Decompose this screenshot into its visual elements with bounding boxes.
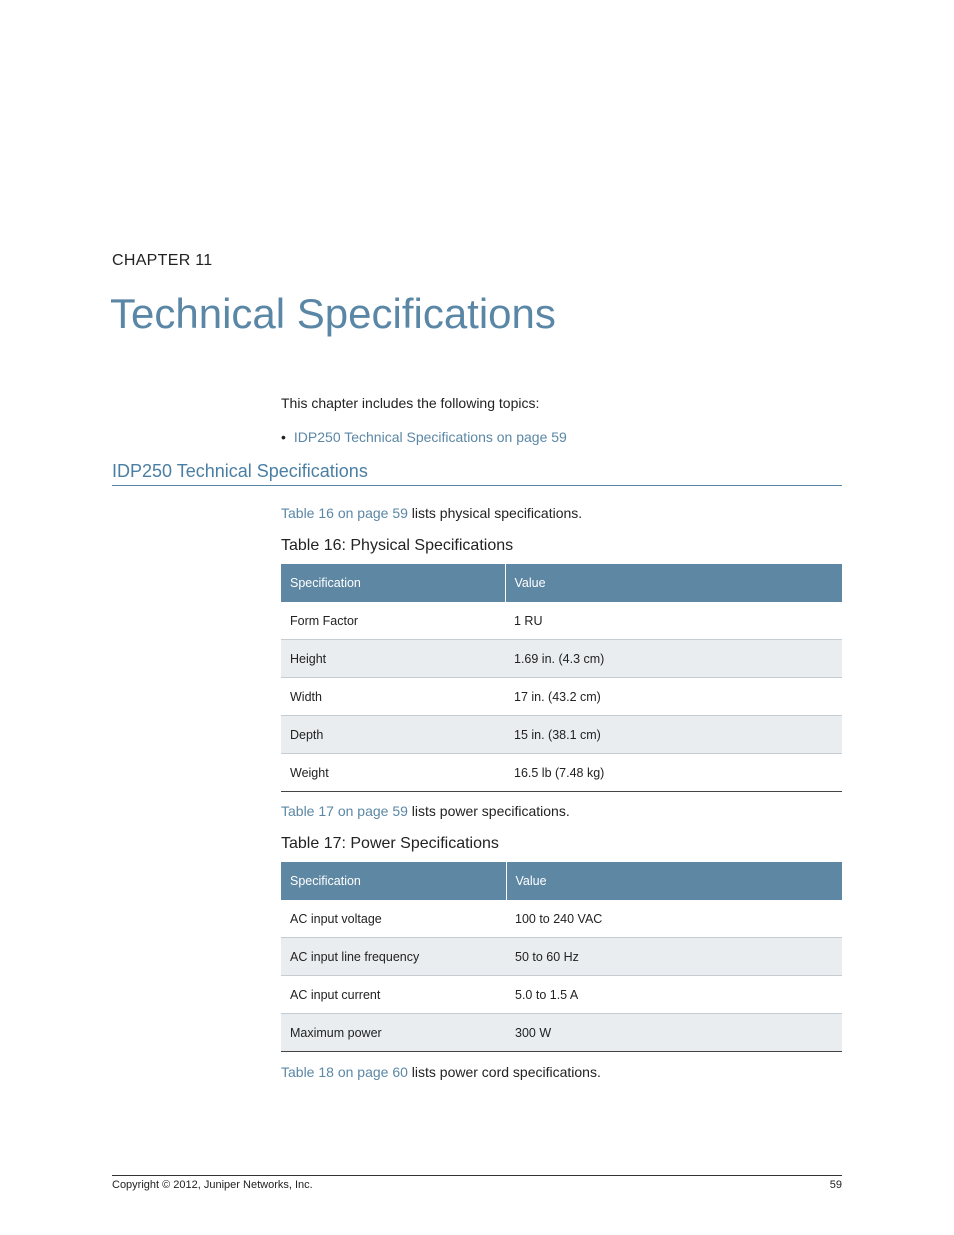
table-cell: AC input line frequency bbox=[281, 938, 506, 976]
table-row bbox=[281, 640, 842, 678]
bullet-icon: • bbox=[281, 429, 286, 445]
table-cell: AC input voltage bbox=[281, 900, 506, 938]
table-row bbox=[281, 976, 842, 1014]
table-cell: 5.0 to 1.5 A bbox=[506, 976, 842, 1014]
chapter-label: CHAPTER 11 bbox=[112, 252, 213, 269]
table-row bbox=[281, 938, 842, 976]
power-specifications-table bbox=[281, 862, 842, 1052]
table16-intro bbox=[281, 505, 582, 521]
table-cell: Height bbox=[281, 640, 505, 678]
table18-link[interactable]: Table 18 on page 60 bbox=[281, 1064, 408, 1080]
footer-page-number: 59 bbox=[829, 1179, 842, 1191]
table17-caption: Table 17: Power Specifications bbox=[281, 835, 499, 852]
intro-text: This chapter includes the following topics: bbox=[281, 395, 540, 411]
table-cell: 1 RU bbox=[505, 602, 842, 640]
table-header-row bbox=[281, 862, 842, 900]
table-row bbox=[281, 900, 842, 938]
table-row bbox=[281, 678, 842, 716]
table-cell: Maximum power bbox=[281, 1014, 506, 1052]
table18-intro-text: lists power cord specifications. bbox=[407, 1064, 601, 1080]
table-cell: 100 to 240 VAC bbox=[506, 900, 842, 938]
column-header: Value bbox=[506, 862, 842, 900]
table17-intro-text: lists power specifications. bbox=[407, 803, 570, 819]
topic-link[interactable]: IDP250 Technical Specifications on page 59 bbox=[293, 429, 567, 445]
table-cell: 50 to 60 Hz bbox=[506, 938, 842, 976]
column-header: Specification bbox=[281, 564, 505, 602]
column-header: Specification bbox=[281, 862, 506, 900]
physical-specifications-table bbox=[281, 564, 842, 792]
table-row bbox=[281, 1014, 842, 1052]
section-heading: IDP250 Technical Specifications bbox=[112, 461, 842, 486]
table17-link[interactable]: Table 17 on page 59 bbox=[281, 803, 408, 819]
table16-intro-text: lists physical specifications. bbox=[407, 505, 583, 521]
table-header-row bbox=[281, 564, 842, 602]
table-cell: 1.69 in. (4.3 cm) bbox=[505, 640, 842, 678]
footer-copyright: Copyright © 2012, Juniper Networks, Inc. bbox=[112, 1179, 313, 1191]
table-cell: 16.5 lb (7.48 kg) bbox=[505, 754, 842, 792]
footer-divider bbox=[112, 1175, 842, 1176]
chapter-title: Technical Specifications bbox=[110, 290, 556, 337]
topic-list-item bbox=[281, 429, 567, 445]
table-cell: 15 in. (38.1 cm) bbox=[505, 716, 842, 754]
table-cell: AC input current bbox=[281, 976, 506, 1014]
table-cell: Width bbox=[281, 678, 505, 716]
table-cell: Weight bbox=[281, 754, 505, 792]
table-row bbox=[281, 602, 842, 640]
table17-intro bbox=[281, 803, 570, 819]
table-row bbox=[281, 716, 842, 754]
table-cell: 300 W bbox=[506, 1014, 842, 1052]
table-cell: 17 in. (43.2 cm) bbox=[505, 678, 842, 716]
table-row bbox=[281, 754, 842, 792]
table16-caption: Table 16: Physical Specifications bbox=[281, 537, 514, 554]
table16-link[interactable]: Table 16 on page 59 bbox=[281, 505, 408, 521]
table-cell: Depth bbox=[281, 716, 505, 754]
table-cell: Form Factor bbox=[281, 602, 505, 640]
column-header: Value bbox=[505, 564, 842, 602]
table18-intro bbox=[281, 1064, 601, 1080]
